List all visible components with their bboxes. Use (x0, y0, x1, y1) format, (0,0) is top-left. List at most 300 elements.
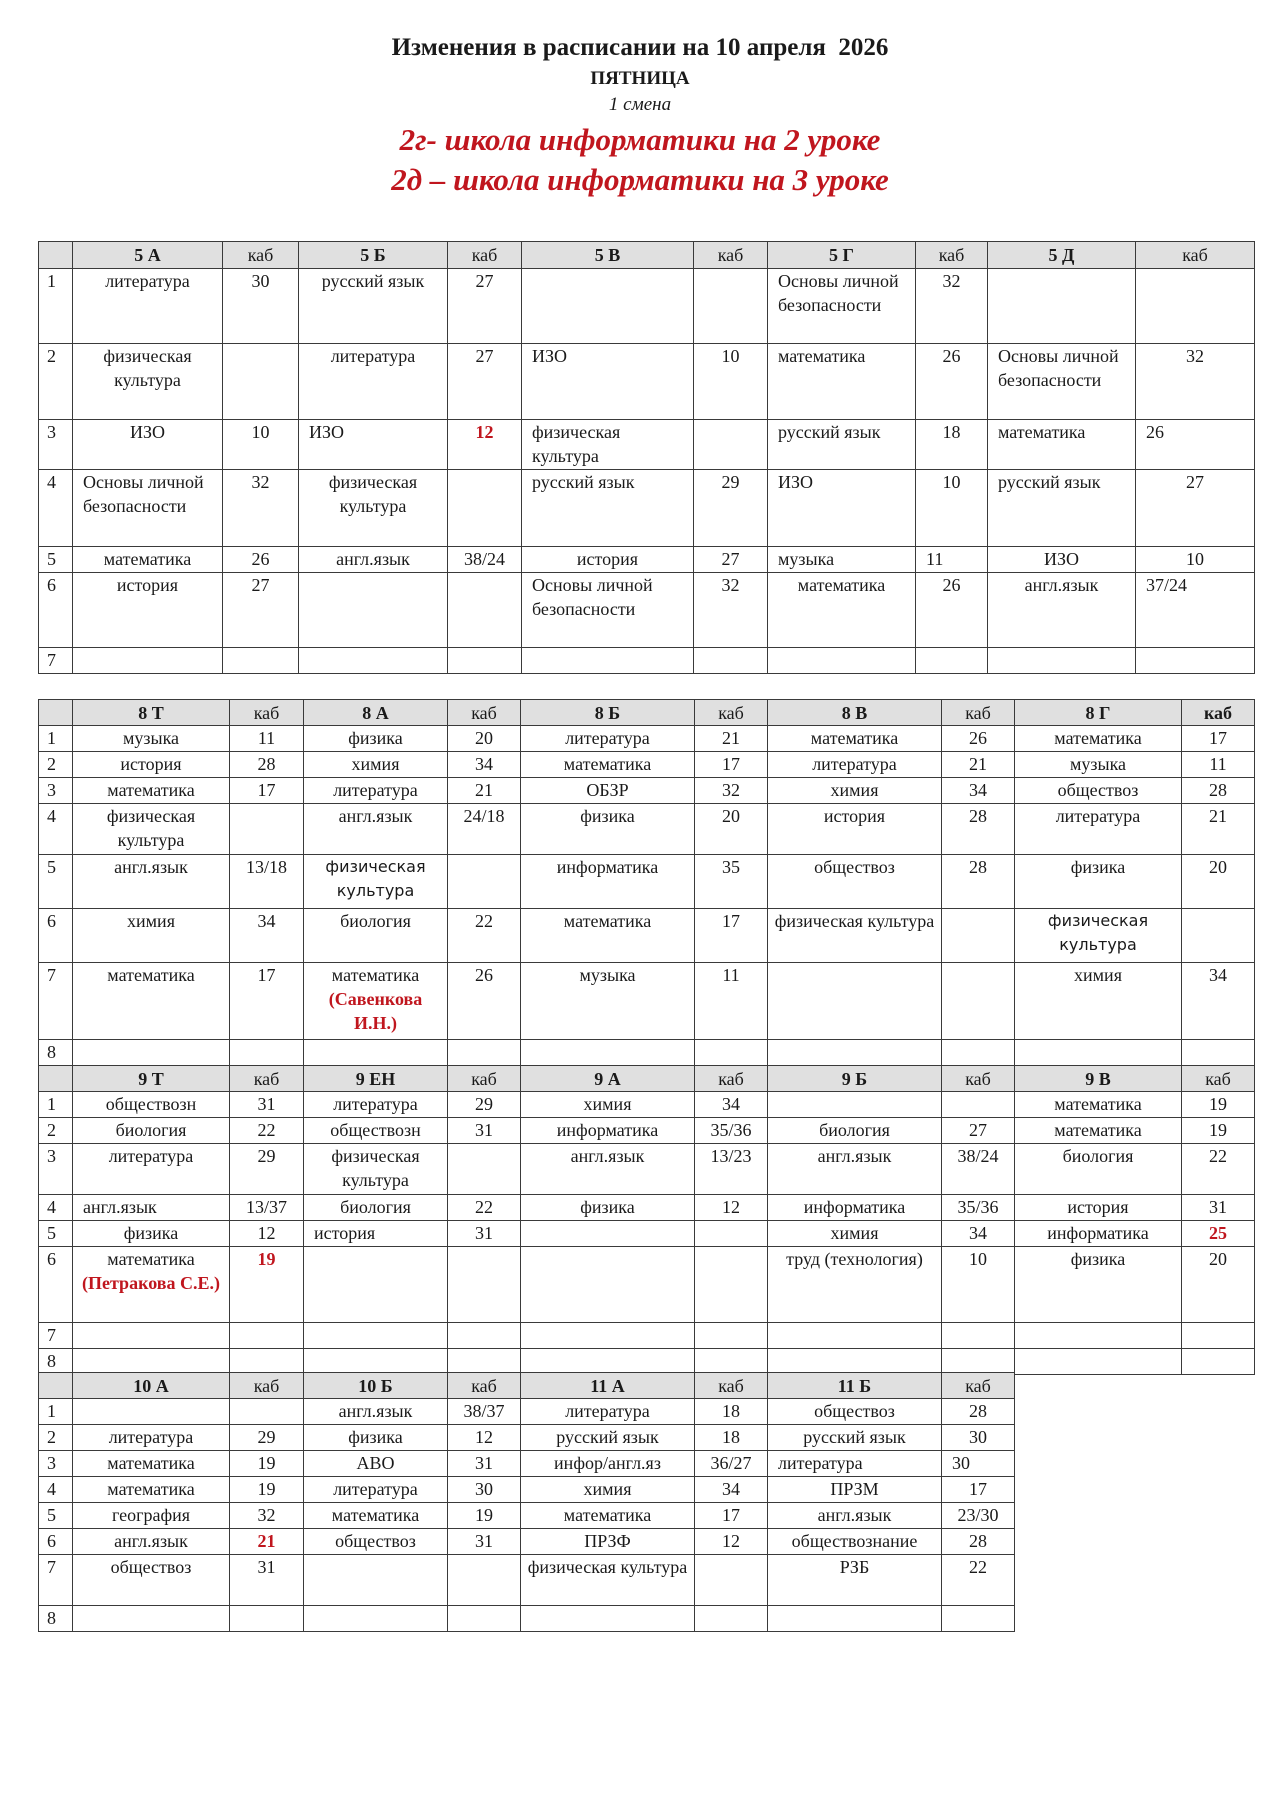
room-cell (448, 1349, 521, 1375)
subject-cell: физика (304, 1425, 448, 1451)
room-cell (448, 573, 522, 648)
subject-cell: англ.язык (304, 804, 448, 855)
subject-cell: обществоз (304, 1529, 448, 1555)
subject-cell: физическая культура (304, 1144, 448, 1195)
room-cell: 38/24 (942, 1144, 1015, 1195)
subject-cell (73, 1349, 230, 1375)
room-cell: 27 (448, 269, 522, 344)
subject-cell: физика (304, 726, 448, 752)
subject-cell: химия (1015, 963, 1182, 1040)
subject-cell: математика (768, 726, 942, 752)
lesson-row (39, 1118, 1255, 1144)
room-cell (1136, 648, 1255, 674)
subject-cell: биология (1015, 1144, 1182, 1195)
subject-cell: ИЗО (522, 344, 694, 420)
room-header: каб (448, 242, 522, 269)
room-cell: 28 (942, 1529, 1015, 1555)
subject-cell: математика (521, 1503, 695, 1529)
lesson-row (39, 470, 1255, 547)
class-header: 8 Б (521, 700, 695, 726)
room-cell: 32 (916, 269, 988, 344)
room-cell-changed: 19 (230, 1247, 304, 1323)
room-cell (942, 1606, 1015, 1632)
room-cell: 22 (942, 1555, 1015, 1606)
room-cell: 20 (448, 726, 521, 752)
subject-cell: физическая культура (304, 855, 448, 909)
subject-cell (768, 963, 942, 1040)
room-header: каб (1136, 242, 1255, 269)
room-cell (230, 1349, 304, 1375)
class-header: 9 В (1015, 1066, 1182, 1092)
class-header: 9 Б (768, 1066, 942, 1092)
lesson-number: 3 (39, 1451, 73, 1477)
room-header: каб (942, 700, 1015, 726)
lesson-number-header (39, 242, 73, 269)
room-cell: 22 (448, 909, 521, 963)
room-header: каб (695, 1066, 768, 1092)
subject-cell (521, 1221, 695, 1247)
room-cell: 12 (695, 1195, 768, 1221)
lesson-row (39, 547, 1255, 573)
subject-cell: биология (304, 909, 448, 963)
subject-cell: литература (304, 1477, 448, 1503)
room-cell: 12 (448, 1425, 521, 1451)
subject-cell: литература (521, 726, 695, 752)
class-header: 5 Д (988, 242, 1136, 269)
room-cell: 30 (942, 1451, 1015, 1477)
schedule-table-grade-5 (38, 241, 1255, 674)
room-cell: 22 (230, 1118, 304, 1144)
subject-cell: математика (1015, 1118, 1182, 1144)
subject-cell: физика (1015, 855, 1182, 909)
room-cell: 13/23 (695, 1144, 768, 1195)
room-cell: 34 (448, 752, 521, 778)
room-cell (695, 1349, 768, 1375)
subject-cell: литература (1015, 804, 1182, 855)
room-header: каб (230, 1373, 304, 1399)
subject-cell: химия (304, 752, 448, 778)
lesson-number: 4 (39, 804, 73, 855)
subject-cell (304, 1349, 448, 1375)
room-header: каб (448, 1066, 521, 1092)
room-cell: 28 (1182, 778, 1255, 804)
subject-cell (299, 573, 448, 648)
schedule-table-grades-10-11 (38, 1372, 1015, 1632)
subject-cell: математика (73, 547, 223, 573)
room-cell: 13/37 (230, 1195, 304, 1221)
room-cell: 17 (695, 909, 768, 963)
header-row-grade-9 (39, 1066, 1255, 1092)
subject-cell (522, 648, 694, 674)
room-cell: 31 (230, 1555, 304, 1606)
lesson-row (39, 1349, 1255, 1375)
lesson-number: 7 (39, 1555, 73, 1606)
lesson-row (39, 1503, 1015, 1529)
subject-cell: ИЗО (768, 470, 916, 547)
room-cell: 11 (1182, 752, 1255, 778)
room-cell: 27 (942, 1118, 1015, 1144)
subject-cell: физическая культура (299, 470, 448, 547)
room-cell: 27 (1136, 470, 1255, 547)
room-cell: 23/30 (942, 1503, 1015, 1529)
class-header: 10 Б (304, 1373, 448, 1399)
room-cell: 12 (695, 1529, 768, 1555)
subject-cell (521, 1247, 695, 1323)
subject-cell: математика (73, 963, 230, 1040)
lesson-number: 1 (39, 269, 73, 344)
class-header: 9 Т (73, 1066, 230, 1092)
subject-cell (299, 648, 448, 674)
room-cell: 17 (230, 963, 304, 1040)
room-cell: 24/18 (448, 804, 521, 855)
lesson-number: 1 (39, 1399, 73, 1425)
lesson-number: 4 (39, 1477, 73, 1503)
room-header: каб (223, 242, 299, 269)
subject-cell: история (1015, 1195, 1182, 1221)
room-cell: 26 (223, 547, 299, 573)
room-cell: 28 (942, 1399, 1015, 1425)
room-cell: 21 (1182, 804, 1255, 855)
lesson-row (39, 855, 1255, 909)
subject-cell-with-teacher (304, 963, 448, 1040)
room-cell (1182, 1349, 1255, 1375)
room-cell: 36/27 (695, 1451, 768, 1477)
subject-cell: литература (768, 1451, 942, 1477)
lesson-row (39, 1555, 1015, 1606)
subject-cell: англ.язык (304, 1399, 448, 1425)
room-cell (942, 909, 1015, 963)
subject-cell: русский язык (988, 470, 1136, 547)
notice-2g: 2г- школа информатики на 2 уроке (399, 122, 881, 157)
lesson-row (39, 344, 1255, 420)
room-header: каб (1182, 700, 1255, 726)
subject-cell: обществозн (304, 1118, 448, 1144)
room-cell: 31 (448, 1451, 521, 1477)
room-cell (1182, 909, 1255, 963)
room-cell: 29 (448, 1092, 521, 1118)
subject-cell: музыка (768, 547, 916, 573)
room-cell (1182, 1040, 1255, 1066)
lesson-number: 2 (39, 752, 73, 778)
room-cell: 26 (1136, 420, 1255, 470)
room-header: каб (942, 1066, 1015, 1092)
room-cell: 26 (916, 344, 988, 420)
lesson-number-header (39, 1066, 73, 1092)
subject-cell: биология (304, 1195, 448, 1221)
subject-cell: математика (521, 909, 695, 963)
lesson-row (39, 573, 1255, 648)
subject-cell: химия (521, 1477, 695, 1503)
room-cell: 27 (694, 547, 768, 573)
subject-cell: математика (73, 1477, 230, 1503)
room-cell: 28 (942, 855, 1015, 909)
lesson-number: 2 (39, 344, 73, 420)
room-cell (230, 1399, 304, 1425)
subject-cell: музыка (73, 726, 230, 752)
subject-cell: физическая культура (768, 909, 942, 963)
room-cell: 11 (230, 726, 304, 752)
subject-cell: информатика (521, 1118, 695, 1144)
subject-cell: математика (73, 1451, 230, 1477)
lesson-number: 1 (39, 1092, 73, 1118)
lesson-row (39, 269, 1255, 344)
room-cell (695, 1040, 768, 1066)
room-cell: 34 (1182, 963, 1255, 1040)
subject-text: математика (331, 965, 420, 985)
room-cell: 38/37 (448, 1399, 521, 1425)
lesson-number: 6 (39, 1529, 73, 1555)
room-cell: 32 (695, 778, 768, 804)
room-cell: 32 (223, 470, 299, 547)
room-cell (448, 1555, 521, 1606)
subject-cell: география (73, 1503, 230, 1529)
lesson-number: 7 (39, 648, 73, 674)
subject-cell: русский язык (299, 269, 448, 344)
room-cell: 31 (448, 1221, 521, 1247)
subject-cell: Основы личной безопасности (988, 344, 1136, 420)
room-cell (223, 344, 299, 420)
room-cell: 31 (448, 1118, 521, 1144)
subject-cell (73, 1606, 230, 1632)
subject-cell: труд (технология) (768, 1247, 942, 1323)
substitute-teacher: (Савенкова И.Н.) (328, 989, 423, 1033)
subject-cell (304, 1040, 448, 1066)
room-cell (448, 648, 522, 674)
class-header: 5 А (73, 242, 223, 269)
room-cell (695, 1221, 768, 1247)
subject-cell: история (522, 547, 694, 573)
room-cell: 35/36 (695, 1118, 768, 1144)
subject-cell: литература (299, 344, 448, 420)
subject-cell: литература (73, 1425, 230, 1451)
subject-cell (304, 1555, 448, 1606)
class-header: 5 Б (299, 242, 448, 269)
room-cell: 29 (230, 1425, 304, 1451)
room-cell: 27 (223, 573, 299, 648)
subject-cell (768, 1349, 942, 1375)
subject-cell (522, 269, 694, 344)
header-row (39, 242, 1255, 269)
room-cell: 38/24 (448, 547, 522, 573)
class-header: 8 В (768, 700, 942, 726)
lesson-number: 8 (39, 1040, 73, 1066)
room-cell: 31 (1182, 1195, 1255, 1221)
room-cell (230, 804, 304, 855)
room-cell: 20 (695, 804, 768, 855)
subject-cell: химия (768, 778, 942, 804)
lesson-row (39, 752, 1255, 778)
room-cell: 28 (230, 752, 304, 778)
subject-cell: русский язык (521, 1425, 695, 1451)
class-header: 10 А (73, 1373, 230, 1399)
lesson-number: 5 (39, 855, 73, 909)
shift-label: 1 смена (608, 94, 672, 115)
subject-cell: математика (1015, 726, 1182, 752)
subject-cell: ПРЗМ (768, 1477, 942, 1503)
room-cell: 17 (230, 778, 304, 804)
room-cell (448, 1606, 521, 1632)
room-cell (1182, 1323, 1255, 1349)
room-cell: 35/36 (942, 1195, 1015, 1221)
room-cell: 29 (230, 1144, 304, 1195)
room-cell: 26 (942, 726, 1015, 752)
subject-cell: обществоз (768, 1399, 942, 1425)
lesson-number: 8 (39, 1606, 73, 1632)
subject-cell: Основы личной безопасности (73, 470, 223, 547)
room-cell: 19 (1182, 1092, 1255, 1118)
schedule-table-grades-8-11 (38, 699, 1255, 1375)
room-cell: 34 (942, 778, 1015, 804)
room-cell (448, 855, 521, 909)
room-cell: 21 (942, 752, 1015, 778)
subject-cell: литература (73, 269, 223, 344)
room-cell (695, 1555, 768, 1606)
room-cell: 19 (230, 1477, 304, 1503)
lesson-row (39, 778, 1255, 804)
subject-cell (1015, 1040, 1182, 1066)
room-header: каб (694, 242, 768, 269)
room-cell: 31 (230, 1092, 304, 1118)
lesson-row (39, 1195, 1255, 1221)
lesson-number-header (39, 1373, 73, 1399)
room-header: каб (916, 242, 988, 269)
lesson-row (39, 648, 1255, 674)
subject-cell: математика (73, 778, 230, 804)
subject-cell (768, 1323, 942, 1349)
subject-cell: биология (768, 1118, 942, 1144)
subject-cell: ОБЗР (521, 778, 695, 804)
room-cell: 20 (1182, 855, 1255, 909)
room-cell: 26 (916, 573, 988, 648)
lesson-number: 6 (39, 909, 73, 963)
subject-cell-with-teacher (73, 1247, 230, 1323)
subject-cell: математика (521, 752, 695, 778)
subject-cell: ИЗО (299, 420, 448, 470)
room-cell: 19 (1182, 1118, 1255, 1144)
lesson-number: 2 (39, 1118, 73, 1144)
subject-cell: ИЗО (73, 420, 223, 470)
room-cell: 17 (695, 752, 768, 778)
subject-cell (521, 1323, 695, 1349)
room-cell: 17 (942, 1477, 1015, 1503)
room-cell (1136, 269, 1255, 344)
room-cell: 10 (694, 344, 768, 420)
room-cell: 11 (916, 547, 988, 573)
room-cell (942, 1092, 1015, 1118)
class-header: 9 ЕН (304, 1066, 448, 1092)
lesson-row (39, 1399, 1015, 1425)
subject-cell: математика (1015, 1092, 1182, 1118)
subject-cell: литература (521, 1399, 695, 1425)
subject-cell: Основы личной безопасности (522, 573, 694, 648)
lesson-row (39, 1606, 1015, 1632)
subject-cell: АВО (304, 1451, 448, 1477)
subject-cell: русский язык (768, 1425, 942, 1451)
class-header: 8 Т (73, 700, 230, 726)
page-title: Изменения в расписании на 10 апреля 2026 (391, 34, 889, 61)
subject-cell: химия (768, 1221, 942, 1247)
room-cell: 32 (694, 573, 768, 648)
subject-cell: русский язык (768, 420, 916, 470)
room-cell: 12 (230, 1221, 304, 1247)
lesson-number: 5 (39, 1221, 73, 1247)
class-header: 8 А (304, 700, 448, 726)
subject-cell: физическая культура (1015, 909, 1182, 963)
lesson-row (39, 726, 1255, 752)
subject-cell: литература (304, 1092, 448, 1118)
subject-cell: химия (73, 909, 230, 963)
room-cell (694, 648, 768, 674)
subject-cell: обществознание (768, 1529, 942, 1555)
room-cell: 20 (1182, 1247, 1255, 1323)
weekday-label: ПЯТНИЦА (590, 68, 690, 89)
class-header: 11 А (521, 1373, 695, 1399)
subject-cell: физическая культура (73, 344, 223, 420)
subject-cell: биология (73, 1118, 230, 1144)
lesson-row (39, 1040, 1255, 1066)
subject-cell: обществоз (1015, 778, 1182, 804)
room-cell (942, 1323, 1015, 1349)
lesson-number: 4 (39, 470, 73, 547)
lesson-row (39, 963, 1255, 1040)
room-cell-changed: 25 (1182, 1221, 1255, 1247)
subject-cell (304, 1606, 448, 1632)
room-cell: 19 (230, 1451, 304, 1477)
subject-cell: физика (521, 804, 695, 855)
subject-cell (768, 1040, 942, 1066)
subject-cell: англ.язык (768, 1503, 942, 1529)
subject-cell (1015, 1349, 1182, 1375)
room-cell: 30 (942, 1425, 1015, 1451)
subject-cell (1015, 1323, 1182, 1349)
room-cell (694, 420, 768, 470)
room-cell: 21 (448, 778, 521, 804)
lesson-number: 6 (39, 1247, 73, 1323)
lesson-number: 3 (39, 420, 73, 470)
subject-cell: информатика (1015, 1221, 1182, 1247)
room-cell (942, 963, 1015, 1040)
room-header: каб (230, 700, 304, 726)
class-header: 9 А (521, 1066, 695, 1092)
subject-cell: математика (768, 573, 916, 648)
subject-cell: музыка (521, 963, 695, 1040)
room-header: каб (448, 700, 521, 726)
subject-cell: Основы личной безопасности (768, 269, 916, 344)
subject-cell: англ.язык (988, 573, 1136, 648)
subject-cell: история (304, 1221, 448, 1247)
room-header: каб (1182, 1066, 1255, 1092)
room-cell (695, 1247, 768, 1323)
lesson-number: 3 (39, 778, 73, 804)
room-cell: 28 (942, 804, 1015, 855)
class-header: 5 Г (768, 242, 916, 269)
class-header: 11 Б (768, 1373, 942, 1399)
room-cell: 34 (695, 1092, 768, 1118)
room-cell (695, 1323, 768, 1349)
subject-cell: музыка (1015, 752, 1182, 778)
room-cell: 10 (223, 420, 299, 470)
subject-cell (768, 1092, 942, 1118)
header-row-grade-8 (39, 700, 1255, 726)
subject-cell: физическая культура (521, 1555, 695, 1606)
subject-cell: математика (988, 420, 1136, 470)
subject-cell (73, 1399, 230, 1425)
subject-cell: обществоз (768, 855, 942, 909)
subject-cell: англ.язык (73, 1195, 230, 1221)
room-cell: 18 (695, 1425, 768, 1451)
subject-cell: информатика (521, 855, 695, 909)
subject-cell: физика (73, 1221, 230, 1247)
